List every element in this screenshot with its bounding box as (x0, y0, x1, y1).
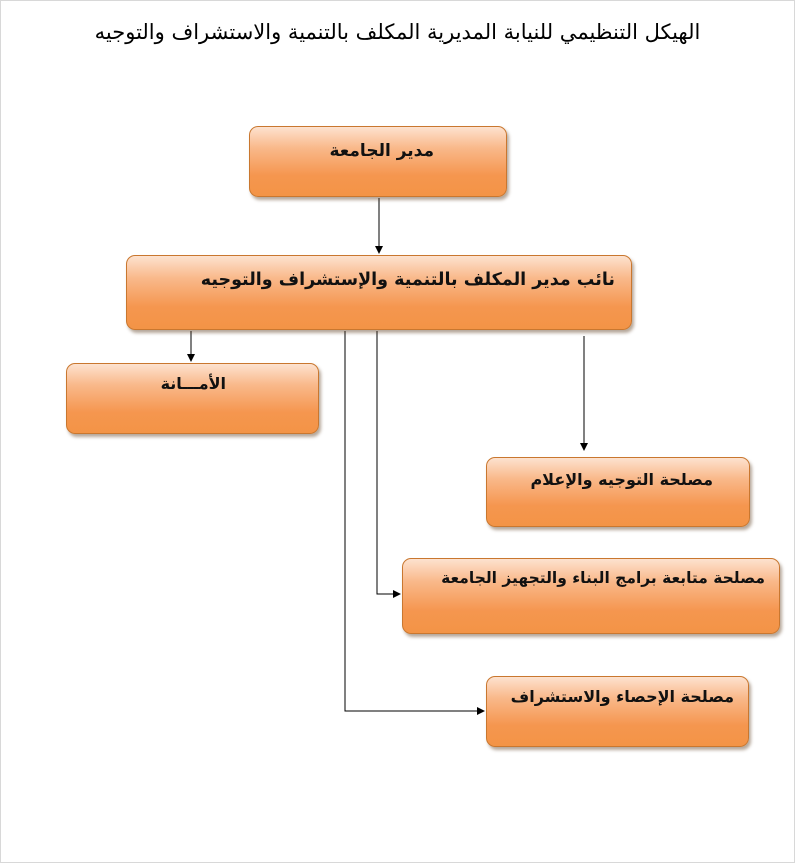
node-label: مصلحة الإحصاء والاستشراف (510, 687, 734, 706)
node-construction-followup-service (402, 558, 780, 634)
connector-deputy-to-followup (377, 331, 400, 594)
node-university-director (249, 126, 507, 197)
node-label: الأمـــانة (160, 374, 226, 393)
node-label: مصلحة متابعة برامج البناء والتجهيز الجامعة (441, 569, 765, 587)
page-title: الهيكل التنظيمي للنيابة المديرية المكلف بالتنمية والاستشراف والتوجيه (94, 20, 701, 44)
node-label: مدير الجامعة (329, 141, 434, 161)
node-statistics-forecasting-service (486, 676, 749, 747)
node-label: مصلحة التوجيه والإعلام (530, 470, 713, 489)
node-deputy-director (126, 255, 632, 330)
node-secretariat (66, 363, 319, 434)
connector-deputy-to-stats (345, 331, 484, 711)
node-guidance-media-service (486, 457, 750, 527)
node-label: نائب مدير المكلف بالتنمية والإستشراف والتوجيه (200, 270, 615, 290)
